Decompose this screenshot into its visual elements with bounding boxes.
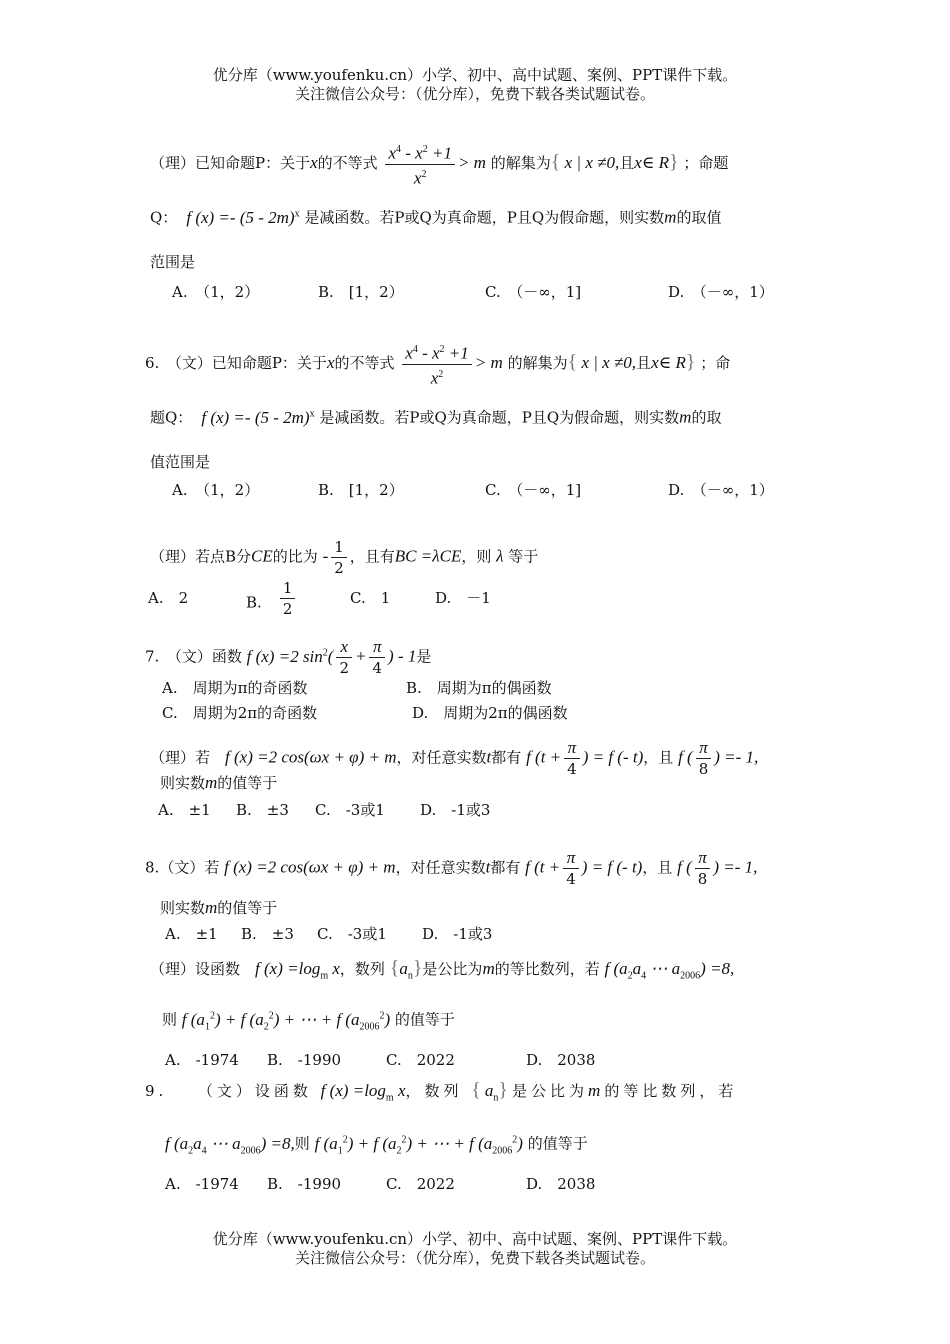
page-header-line2: 关注微信公众号：（优分库），免费下载各类试题试卷。 — [294, 85, 655, 103]
page-header-line1: 优分库（www.youfenku.cn）小学、初中、高中试题、案例、PPT课件下载。 — [212, 66, 738, 84]
q9wen-option-b: B. -1990 — [267, 1175, 342, 1193]
q5li-option-a: A. （1，2） — [172, 283, 260, 301]
q7wen-stem: 7. （文）函数 f (x) =2 $\sin^2$( $\frac{x}{2}$ + $\frac{\pi}{4}$ ) - 1是 — [145, 637, 432, 677]
q8li-option-b: B. -1990 — [267, 1051, 342, 1069]
q7wen-option-a: A. 周期为π的奇函数 — [162, 679, 308, 697]
q6li-option-b: B. $\frac{1}{2}$ — [246, 588, 298, 619]
q9wen-option-c: C. 2022 — [386, 1175, 455, 1193]
q8wen-option-b: B. ±3 — [241, 925, 294, 943]
q8wen-stem-line2: 则实数m的值等于 — [160, 898, 278, 917]
page-footer-line1: 优分库（www.youfenku.cn）小学、初中、高中试题、案例、PPT课件下载。 — [212, 1230, 738, 1248]
q8wen-stem-line1: 8.（文）若 f (x) =2 cos(ωx + φ) + m，对任意实数t都有 f (t + $\frac{\pi}{4}$ ) = f (- t)，且 f ( $\frac{\pi}{8}$ ) =- 1, — [145, 848, 758, 888]
q6li-stem: （理）若点B分CE的比为 - $\frac{1}{2}$ ，且有BC =λCE，则 λ 等于 — [150, 538, 539, 577]
q7wen-option-c: C. 周期为2π的奇函数 — [162, 704, 318, 722]
q6wen-stem-line3: 值范围是 — [150, 453, 211, 471]
q6wen-stem-line2: 题Q： f (x) =- (5 - 2m)$^x$ 是减函数。若P或Q为真命题，P且Q为假命题，则实数m的取 — [150, 407, 722, 427]
q8li-stem-line1: （理）设函数 f $(x) =\log_m$ x，数列 $\{a_n\}$是公比为m的等比数列，若 f ($a_2a_4$ ⋯ $a_{2006}) =8$, — [150, 957, 735, 982]
q5li-option-c: C. （－∞，1] — [485, 283, 582, 301]
q5li-option-d: D. （－∞，1） — [668, 283, 774, 301]
q8li-option-a: A. -1974 — [165, 1051, 239, 1069]
q9wen-stem-line2: f ($a_2a_4$ ⋯ $a_{2006}) =8$,则 f $(a_1^2) + f$ $(a_2^2)$ + ⋯ + f $(a_{2006}^2)$ 的值等于 — [165, 1133, 588, 1157]
q9wen-option-a: A. -1974 — [165, 1175, 239, 1193]
q7wen-option-d: D. 周期为2π的偶函数 — [412, 704, 568, 722]
q9wen-option-d: D. 2038 — [526, 1175, 596, 1193]
q9wen-stem-line1: 9. （文）设函数 f $(x) =\log_m$ x，数列 $\{a_n\}$是公比为m的等比数列，若 — [145, 1079, 738, 1104]
q6wen-option-c: C. （－∞，1] — [485, 481, 582, 499]
q8li-option-c: C. 2022 — [386, 1051, 455, 1069]
q5li-stem-line3: 范围是 — [150, 253, 196, 271]
q5li-stem-line1: （理）已知命题P：关于x的不等式 $\frac{x^4 - x^2 +1}{x^2}$ > m 的解集为{ x | x ≠0,且x∈ R} ；命题 — [150, 140, 728, 188]
q8li-stem-line2: 则 f $(a_1^2) + f$ $(a_2^2)$ + ⋯ + f $(a_{2006}^2)$ 的值等于 — [162, 1009, 455, 1033]
q5li-option-b: B. [1，2） — [318, 283, 404, 301]
q7li-option-a: A. ±1 — [158, 801, 211, 819]
q8wen-option-d: D. -1或3 — [422, 925, 493, 943]
q7li-stem-line1: （理）若 f (x) =2 cos(ωx + φ) + m，对任意实数t都有 f (t + $\frac{\pi}{4}$ ) = f (- t)，且 f ( $\frac{\pi}{8}$ ) =- 1, — [150, 738, 759, 778]
page-footer-line2: 关注微信公众号：（优分库），免费下载各类试题试卷。 — [294, 1249, 655, 1267]
q6li-option-d: D. －1 — [435, 589, 491, 607]
q7li-option-d: D. -1或3 — [420, 801, 491, 819]
q6wen-option-a: A. （1，2） — [172, 481, 260, 499]
q8wen-option-c: C. -3或1 — [317, 925, 387, 943]
q7wen-option-b: B. 周期为π的偶函数 — [406, 679, 552, 697]
q7li-stem-line2: 则实数m的值等于 — [160, 773, 278, 792]
q6wen-option-b: B. [1，2） — [318, 481, 404, 499]
q8wen-option-a: A. ±1 — [165, 925, 218, 943]
q7li-option-c: C. -3或1 — [315, 801, 385, 819]
q6li-option-c: C. 1 — [350, 589, 391, 607]
q6wen-option-d: D. （－∞，1） — [668, 481, 774, 499]
q5li-stem-line2: Q： f (x) =- (5 - 2m)$^x$ 是减函数。若P或Q为真命题，P且Q为假命题，则实数m的取值 — [150, 207, 722, 227]
q6li-option-a: A. 2 — [148, 589, 189, 607]
q7li-option-b: B. ±3 — [236, 801, 289, 819]
q6wen-stem-line1: 6. （文）已知命题P：关于x的不等式 $\frac{x^4 - x^2 +1}{x^2}$ > m 的解集为{ x | x ≠0,且x∈ R} ；命 — [145, 340, 730, 388]
q8li-option-d: D. 2038 — [526, 1051, 596, 1069]
